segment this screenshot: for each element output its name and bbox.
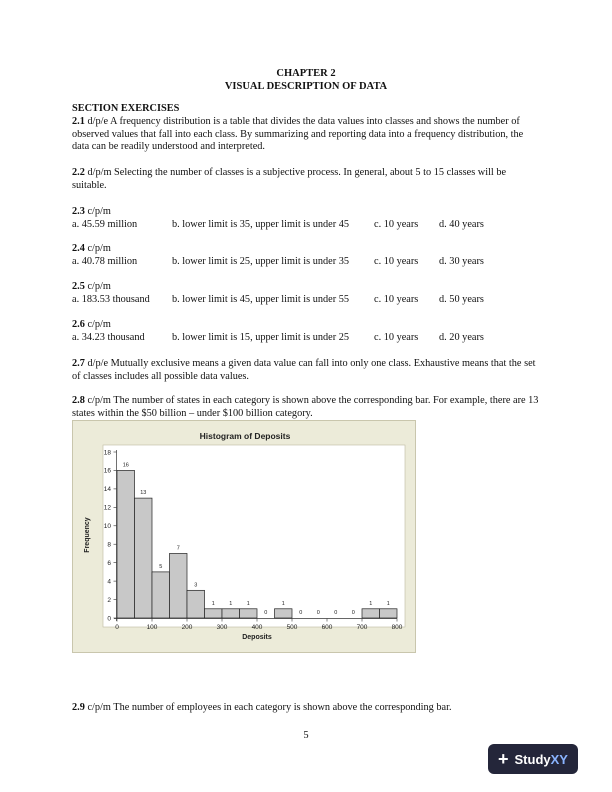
bar-count-label: 1 bbox=[229, 600, 233, 607]
answer-a: a. 34.23 thousand bbox=[72, 332, 145, 343]
answer-b: b. lower limit is 45, upper limit is under 55 bbox=[172, 294, 350, 305]
exercise-number: 2.4 bbox=[72, 243, 85, 254]
bar-count-label: 0 bbox=[316, 610, 320, 616]
x-tick-label: 600 bbox=[321, 624, 333, 631]
bar-count-label: 16 bbox=[122, 462, 129, 469]
studyxy-badge[interactable] bbox=[488, 744, 578, 774]
exercise-2-6-header bbox=[72, 319, 540, 332]
bar-count-label: 0 bbox=[334, 610, 338, 616]
y-tick-label: 14 bbox=[103, 486, 111, 494]
exercise-2-2 bbox=[72, 167, 540, 192]
bar-count-label: 7 bbox=[176, 545, 180, 552]
answer-b: b. lower limit is 15, upper limit is under 25 bbox=[172, 332, 350, 343]
y-tick-label: 16 bbox=[103, 467, 111, 475]
exercise-text: c/p/m The number of employees in each category is shown above the corresponding bar. bbox=[84, 702, 452, 713]
page-number: 5 bbox=[303, 730, 309, 741]
answer-c: c. 10 years bbox=[374, 332, 419, 343]
bar-count-label: 0 bbox=[351, 610, 355, 616]
histogram-bar bbox=[362, 609, 380, 618]
exercise-2-3-header bbox=[72, 206, 540, 219]
histogram-bar bbox=[380, 609, 398, 618]
exercise-tag: c/p/m bbox=[84, 243, 111, 254]
answer-c: c. 10 years bbox=[374, 294, 419, 305]
histogram-bar bbox=[135, 498, 153, 618]
histogram-bar bbox=[152, 572, 170, 618]
plus-icon: + bbox=[498, 749, 509, 769]
exercise-number: 2.3 bbox=[72, 206, 85, 217]
exercise-number: 2.9 bbox=[72, 702, 85, 713]
y-tick-label: 18 bbox=[103, 449, 111, 457]
exercise-text: d/p/m Selecting the number of classes is a subjective process. In general, about 5 to 15 classes will be suitable. bbox=[72, 167, 507, 191]
bar-count-label: 1 bbox=[281, 600, 285, 607]
answer-b: b. lower limit is 35, upper limit is under 45 bbox=[172, 219, 350, 230]
exercise-number: 2.2 bbox=[72, 167, 85, 178]
histogram-figure bbox=[72, 420, 416, 653]
y-tick-label: 6 bbox=[107, 559, 111, 567]
bar-count-label: 3 bbox=[194, 582, 198, 589]
x-tick-label: 800 bbox=[391, 624, 403, 631]
y-tick-label: 10 bbox=[103, 523, 111, 531]
answer-c: c. 10 years bbox=[374, 219, 419, 230]
bar-count-label: 0 bbox=[299, 610, 303, 616]
bar-count-label: 1 bbox=[211, 600, 215, 607]
x-tick-label: 400 bbox=[251, 624, 263, 631]
answer-a: a. 183.53 thousand bbox=[72, 294, 150, 305]
x-tick-label: 700 bbox=[356, 624, 368, 631]
exercise-number: 2.7 bbox=[72, 358, 85, 369]
answer-d: d. 20 years bbox=[439, 332, 484, 343]
histogram-bar bbox=[240, 609, 258, 618]
exercise-number: 2.6 bbox=[72, 319, 85, 330]
exercise-2-9 bbox=[72, 702, 540, 715]
histogram-bar bbox=[205, 609, 223, 618]
answer-c: c. 10 years bbox=[374, 256, 419, 267]
brand-logo: StudyXY bbox=[514, 751, 568, 767]
y-tick-label: 2 bbox=[107, 596, 111, 604]
bar-count-label: 13 bbox=[140, 490, 147, 497]
chart-title: Histogram of Deposits bbox=[199, 431, 291, 441]
exercise-text: c/p/m The number of states in each category is shown above the corresponding bar. For example, there are 13 states within the $50 billion – under $100 billion category. bbox=[72, 395, 539, 419]
bar-count-label: 0 bbox=[264, 610, 268, 616]
y-tick-label: 0 bbox=[107, 615, 111, 623]
exercise-2-4-header bbox=[72, 243, 540, 256]
histogram-chart bbox=[73, 421, 417, 654]
exercise-number: 2.8 bbox=[72, 395, 85, 406]
exercise-2-1 bbox=[72, 116, 540, 154]
exercise-tag: c/p/m bbox=[84, 281, 111, 292]
exercise-2-8 bbox=[72, 395, 540, 420]
histogram-bar bbox=[275, 609, 293, 618]
answer-b: b. lower limit is 25, upper limit is under 35 bbox=[172, 256, 350, 267]
exercise-text: d/p/e Mutually exclusive means a given data value can fall into only one class. Exhaustive means that the set of classes includes all possible data values. bbox=[72, 358, 536, 382]
histogram-bar bbox=[117, 470, 135, 618]
x-axis-label: Deposits bbox=[242, 634, 272, 641]
bar-count-label: 5 bbox=[159, 563, 163, 570]
exercise-number: 2.1 bbox=[72, 116, 85, 127]
chapter-number: CHAPTER 2 bbox=[276, 68, 336, 79]
x-tick-label: 300 bbox=[216, 624, 228, 631]
exercise-tag: c/p/m bbox=[84, 319, 111, 330]
x-tick-label: 200 bbox=[181, 624, 193, 631]
y-tick-label: 12 bbox=[103, 504, 111, 512]
exercise-2-7 bbox=[72, 358, 540, 383]
x-tick-label: 0 bbox=[115, 624, 119, 631]
y-tick-label: 4 bbox=[107, 578, 111, 586]
x-tick-label: 500 bbox=[286, 624, 298, 631]
section-title: SECTION EXERCISES bbox=[72, 103, 180, 114]
answer-a: a. 40.78 million bbox=[72, 256, 138, 267]
histogram-bar bbox=[222, 609, 240, 618]
chapter-title: VISUAL DESCRIPTION OF DATA bbox=[224, 81, 388, 92]
answer-d: d. 30 years bbox=[439, 256, 484, 267]
y-tick-label: 8 bbox=[107, 541, 111, 549]
bar-count-label: 1 bbox=[369, 600, 373, 607]
x-tick-label: 100 bbox=[146, 624, 158, 631]
answer-a: a. 45.59 million bbox=[72, 219, 138, 230]
answer-d: d. 50 years bbox=[439, 294, 484, 305]
bar-count-label: 1 bbox=[386, 600, 390, 607]
exercise-number: 2.5 bbox=[72, 281, 85, 292]
exercise-2-5-header bbox=[72, 281, 540, 294]
histogram-bar bbox=[170, 553, 188, 618]
answer-d: d. 40 years bbox=[439, 219, 484, 230]
y-axis-label: Frequency bbox=[84, 517, 91, 553]
exercise-tag: c/p/m bbox=[84, 206, 111, 217]
bar-count-label: 1 bbox=[246, 600, 250, 607]
exercise-text: d/p/e A frequency distribution is a table that divides the data values into classes and shows the number of observed values that fall into each class. By summarizing and reporting data into a frequency distribution, the data can be readily understood and interpreted. bbox=[72, 116, 524, 153]
histogram-bar bbox=[187, 590, 205, 618]
